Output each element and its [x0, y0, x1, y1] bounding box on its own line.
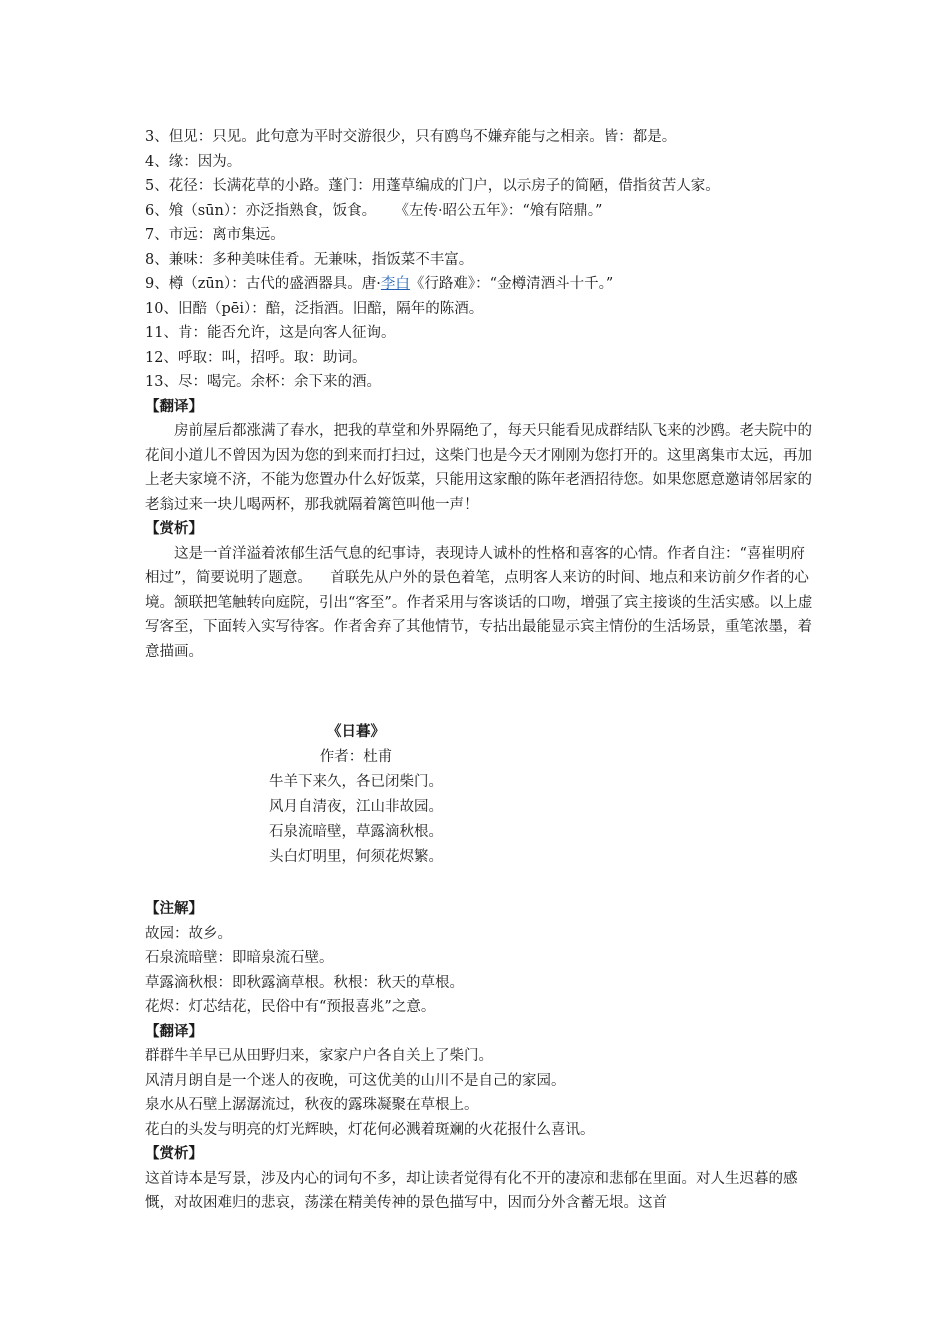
analysis-heading: 【赏析】 — [145, 520, 203, 537]
note-line: 12、呼取：叫，招呼。取：助词。 — [145, 349, 367, 366]
translation-line: 花白的头发与明亮的灯光辉映，灯花何必溅着斑斓的火花报什么喜讯。 — [145, 1121, 595, 1138]
annotation-line: 故园：故乡。 — [145, 925, 232, 942]
annotation-line: 石泉流暗壁：即暗泉流石壁。 — [145, 950, 334, 966]
translation-line: 群群牛羊早已从田野归来，家家户户各自关上了柴门。 — [145, 1048, 493, 1064]
notes-bottom — [145, 897, 817, 1216]
note-line: 10、旧醅（pēi）：醅，泛指酒。旧醅，隔年的陈酒。 — [145, 300, 484, 317]
poem-title: 《日暮》 — [327, 723, 385, 740]
note9-prefix: 9、樽（zūn）：古代的盛酒器具。唐· — [145, 276, 381, 292]
poem-line: 头白灯明里，何须花烬繁。 — [269, 849, 443, 865]
note-line: 4、缘：因为。 — [145, 153, 242, 170]
annotation-line: 花烬：灯芯结花，民俗中有“预报喜兆”之意。 — [145, 999, 436, 1015]
note-line: 11、肯：能否允许，这是向客人征询。 — [145, 325, 396, 341]
poem-line: 石泉流暗壁，草露滴秋根。 — [269, 824, 443, 840]
notes-top — [145, 125, 817, 664]
li-bai-link[interactable]: 李白 — [380, 276, 410, 292]
translation-line: 风清月朗自是一个迷人的夜晚，可这优美的山川不是自己的家园。 — [145, 1072, 566, 1089]
annotation-line: 草露滴秋根：即秋露滴草根。秋根：秋天的草根。 — [145, 974, 464, 991]
poem-line: 风月自清夜，江山非故园。 — [269, 799, 443, 815]
note-line: 8、兼味：多种美味佳肴。无兼味，指饭菜不丰富。 — [145, 251, 474, 268]
translation-heading: 【翻译】 — [145, 1022, 203, 1040]
translation-line: 泉水从石壁上潺潺流过，秋夜的露珠凝聚在草根上。 — [145, 1097, 479, 1113]
note-line: 3、但见：只见。此句意为平时交游很少，只有鸥鸟不嫌弃能与之相亲。皆：都是。 — [145, 129, 677, 145]
translation-heading: 【翻译】 — [145, 397, 203, 415]
note9-suffix: 《行路难》：“金樽清酒斗十千。” — [409, 276, 614, 292]
notes-heading: 【注解】 — [145, 900, 203, 917]
poem-line: 牛羊下来久，各已闭柴门。 — [269, 774, 443, 790]
analysis-paragraph: 这首诗本是写景，涉及内心的词句不多，却让读者觉得有化不开的凄凉和悲郁在里面。对人生迟暮的感慨，对故困难归的悲哀，荡漾在精美传神的景色描写中，因而分外含蓄无垠。这首 — [145, 1170, 798, 1211]
note-line-9 — [145, 272, 817, 297]
analysis-heading: 【赏析】 — [145, 1145, 203, 1162]
note-line: 6、飧（sūn）：亦泛指熟食，饭食。 《左传·昭公五年》：“飧有陪鼎。” — [145, 202, 603, 219]
translation-paragraph: 房前屋后都涨满了春水，把我的草堂和外界隔绝了，每天只能看见成群结队飞来的沙鸥。老夫院中的花间小道儿不曾因为因为您的到来而打扫过，这柴门也是今天才刚刚为您打开的。这里离集市太远，再加上老夫家境不济，不能为您置办什么好饭菜，只能用这家酿的陈年老酒招待您。如果您愿意邀请邻居家的老翁过来一块儿喝两杯，那我就隔着篱笆叫他一声！ — [145, 423, 812, 513]
analysis-paragraph: 这是一首洋溢着浓郁生活气息的纪事诗，表现诗人诚朴的性格和喜客的心情。作者自注：“喜崔明府相过”，简要说明了题意。 首联先从户外的景色着笔，点明客人来访的时间、地点和来访前夕作者的心境。颔联把笔触转向庭院，引出“客至”。作者采用与客谈话的口吻，增强了宾主接谈的生活实感。以上虚写客至，下面转入实写待客。作者舍弃了其他情节，专拈出最能显示宾主情份的生活场景，重笔浓墨，着意描画。 — [145, 545, 813, 660]
poem-author: 作者：杜甫 — [319, 749, 393, 765]
note-line: 13、尽：喝完。余杯：余下来的酒。 — [145, 374, 381, 390]
note-line: 7、市远：离市集远。 — [145, 227, 285, 243]
note-line: 5、花径：长满花草的小路。蓬门：用蓬草编成的门户，以示房子的简陋，借指贫苦人家。 — [145, 178, 720, 194]
